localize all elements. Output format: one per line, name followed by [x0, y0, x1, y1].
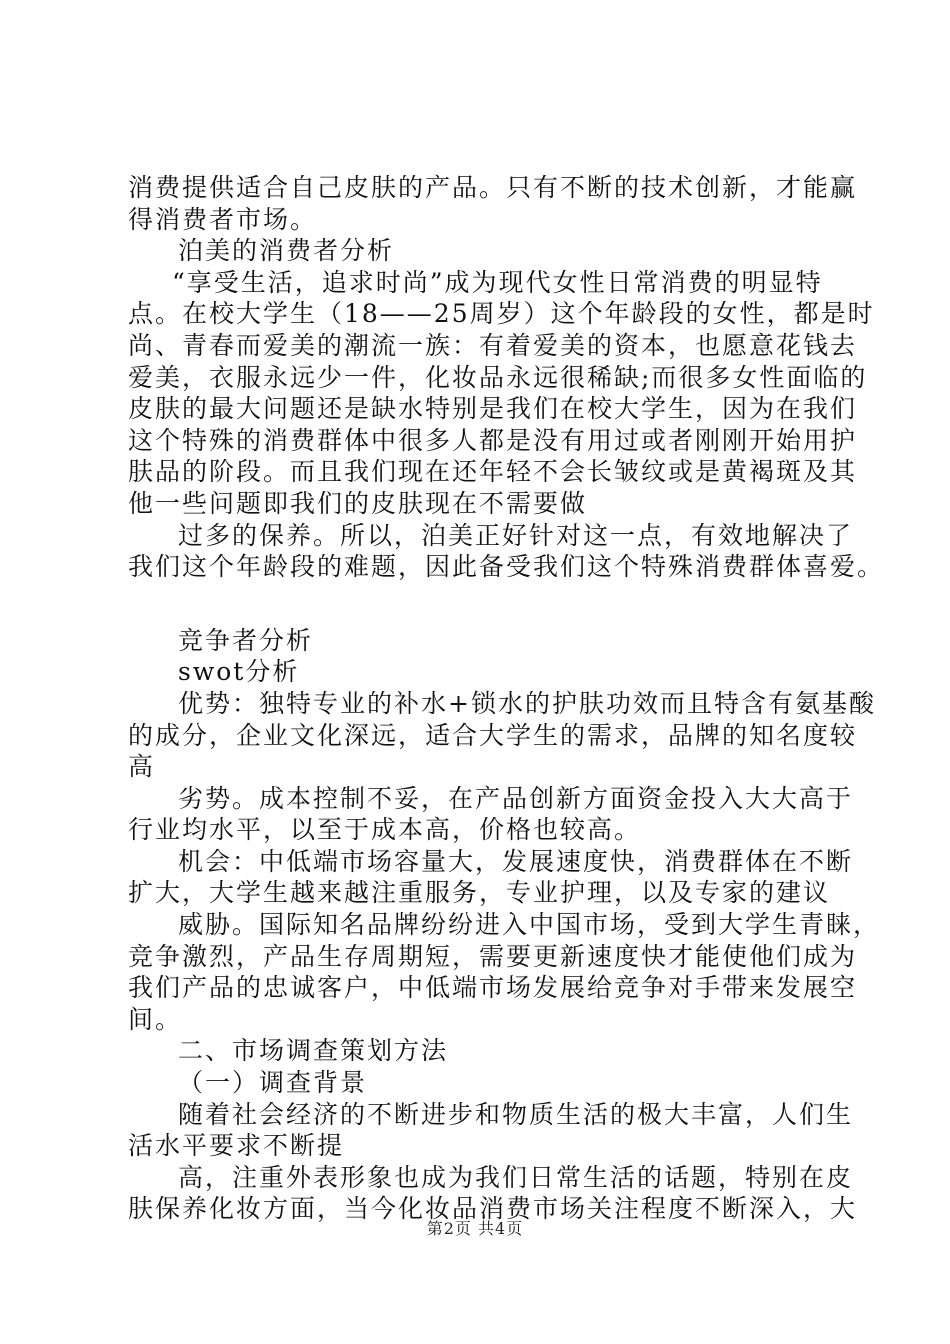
section-heading: （一）调查背景 — [178, 1068, 368, 1098]
section-heading: 泊美的消费者分析 — [178, 236, 395, 266]
text-line: 皮肤的最大问题还是缺水特别是我们在校大学生，因为在我们 — [128, 394, 858, 424]
text-line: 过多的保养。所以，泊美正好针对这一点，有效地解决了 — [178, 520, 854, 550]
text-line: 随着社会经济的不断进步和物质生活的极大丰富，人们生 — [178, 1099, 854, 1129]
text-line: 爱美，衣服永远少一件，化妆品永远很稀缺;而很多女性面临的 — [128, 362, 868, 392]
text-line: 优势：独特专业的补水+锁水的护肤功效而且特含有氨基酸 — [178, 688, 876, 718]
text-line: “享受生活，追求时尚”成为现代女性日常消费的明显特 — [172, 267, 823, 297]
document-body — [128, 172, 885, 1225]
section-heading: swot分析 — [178, 657, 300, 687]
section-heading: 二、市场调查策划方法 — [178, 1036, 449, 1066]
text-line: 威胁。国际知名品牌纷纷进入中国市场，受到大学生青睐， — [178, 910, 881, 940]
text-line: 尚、青春而爱美的潮流一族：有着爱美的资本，也愿意花钱去 — [128, 330, 858, 360]
text-line: 的成分，企业文化深远，适合大学生的需求，品牌的知名度较 — [128, 720, 858, 750]
text-line: 肤保养化妆方面，当今化妆品消费市场关注程度不断深入，大 — [128, 1194, 858, 1224]
page-number-footer: 第2页 共4页 — [426, 1219, 524, 1238]
text-line: 活水平要求不断提 — [128, 1131, 345, 1161]
text-line: 机会：中低端市场容量大，发展速度快，消费群体在不断 — [178, 846, 854, 876]
text-line: 我们这个年龄段的难题，因此备受我们这个特殊消费群体喜爱。 — [128, 552, 885, 582]
text-line: 这个特殊的消费群体中很多人都是没有用过或者刚刚开始用护 — [128, 425, 858, 455]
text-line: 点。在校大学生（18——25周岁）这个年龄段的女性，都是时 — [128, 299, 875, 329]
text-line: 高 — [128, 752, 156, 782]
text-line: 消费提供适合自己皮肤的产品。只有不断的技术创新，才能赢 — [128, 173, 858, 202]
text-line: 行业均水平，以至于成本高，价格也较高。 — [128, 815, 642, 845]
text-line: 劣势。成本控制不妥，在产品创新方面资金投入大大高于 — [178, 783, 854, 813]
paragraph-gap — [128, 583, 828, 625]
text-line: 得消费者市场。 — [128, 204, 318, 234]
text-line: 我们产品的忠诚客户，中低端市场发展给竞争对手带来发展空 — [128, 973, 858, 1003]
text-line: 扩大，大学生越来越注重服务，专业护理，以及专家的建议 — [128, 878, 831, 908]
section-heading: 竞争者分析 — [178, 625, 314, 655]
text-line: 竞争激烈，产品生存周期短，需要更新速度快才能使他们成为 — [128, 941, 858, 971]
text-line: 肤品的阶段。而且我们现在还年轻不会长皱纹或是黄褐斑及其 — [128, 457, 858, 487]
text-line: 他一些问题即我们的皮肤现在不需要做 — [128, 488, 588, 518]
text-line: 高，注重外表形象也成为我们日常生活的话题，特别在皮 — [178, 1162, 854, 1192]
text-line: 间。 — [128, 1004, 183, 1034]
